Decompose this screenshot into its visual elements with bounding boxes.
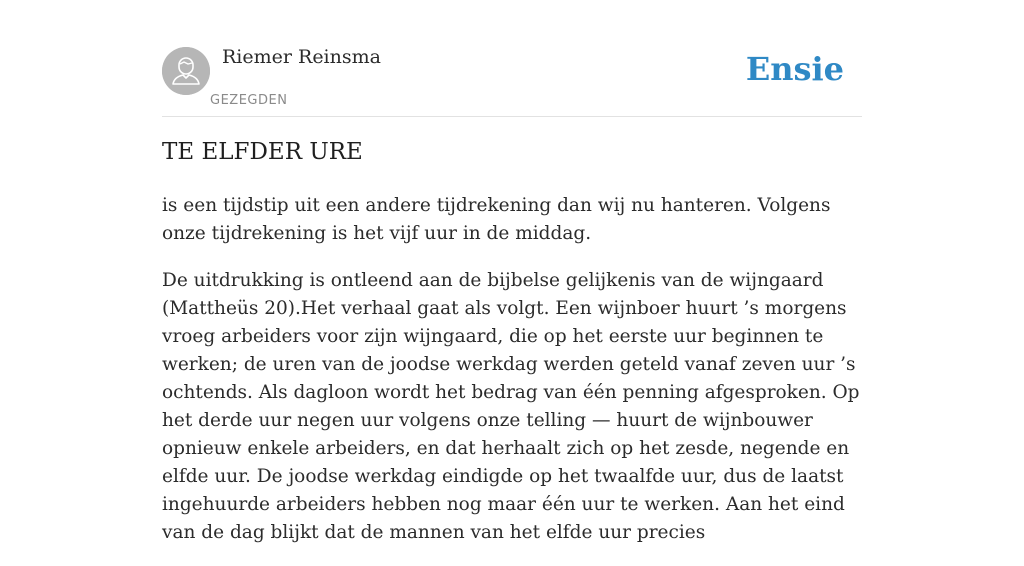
article-title: TE ELFDER URE [162, 139, 363, 165]
brand-logo[interactable]: Ensie [745, 50, 844, 88]
paragraph: De uitdrukking is ontleend aan de bijbelse gelijkenis van de wijngaard (Mattheüs 20).Het verhaal gaat als volgt. Een wijnboer huurt ’s morgens vroeg arbeiders voor zijn wijngaard, die op het eerste uur beginnen te werken; de uren van de joodse werkdag werden geteld vanaf zeven uur ’s ochtends. Als dagloon wordt het bedrag van één penning afgesproken. Op het derde uur negen uur volgens onze telling — huurt de wijnbouwer opnieuw enkele arbeiders, en dat herhaalt zich op het zesde, negende en elfde uur. De joodse werkdag eindigde op het twaalfde uur, dus de laatst ingehuurde arbeiders hebben nog maar één uur te werken. Aan het eind van de dag blijkt dat de mannen van het elfde uur precies [162, 270, 860, 543]
user-silhouette-icon [162, 47, 210, 95]
paragraph: is een tijdstip uit een andere tijdrekening dan wij nu hanteren. Volgens onze tijdrekening is het vijf uur in de middag. [162, 195, 831, 244]
article-header [162, 44, 862, 117]
author-name[interactable]: Riemer Reinsma [222, 46, 381, 68]
category-label[interactable]: GEZEGDEN [210, 93, 288, 108]
author-avatar[interactable] [162, 47, 210, 95]
article-body [162, 192, 862, 566]
